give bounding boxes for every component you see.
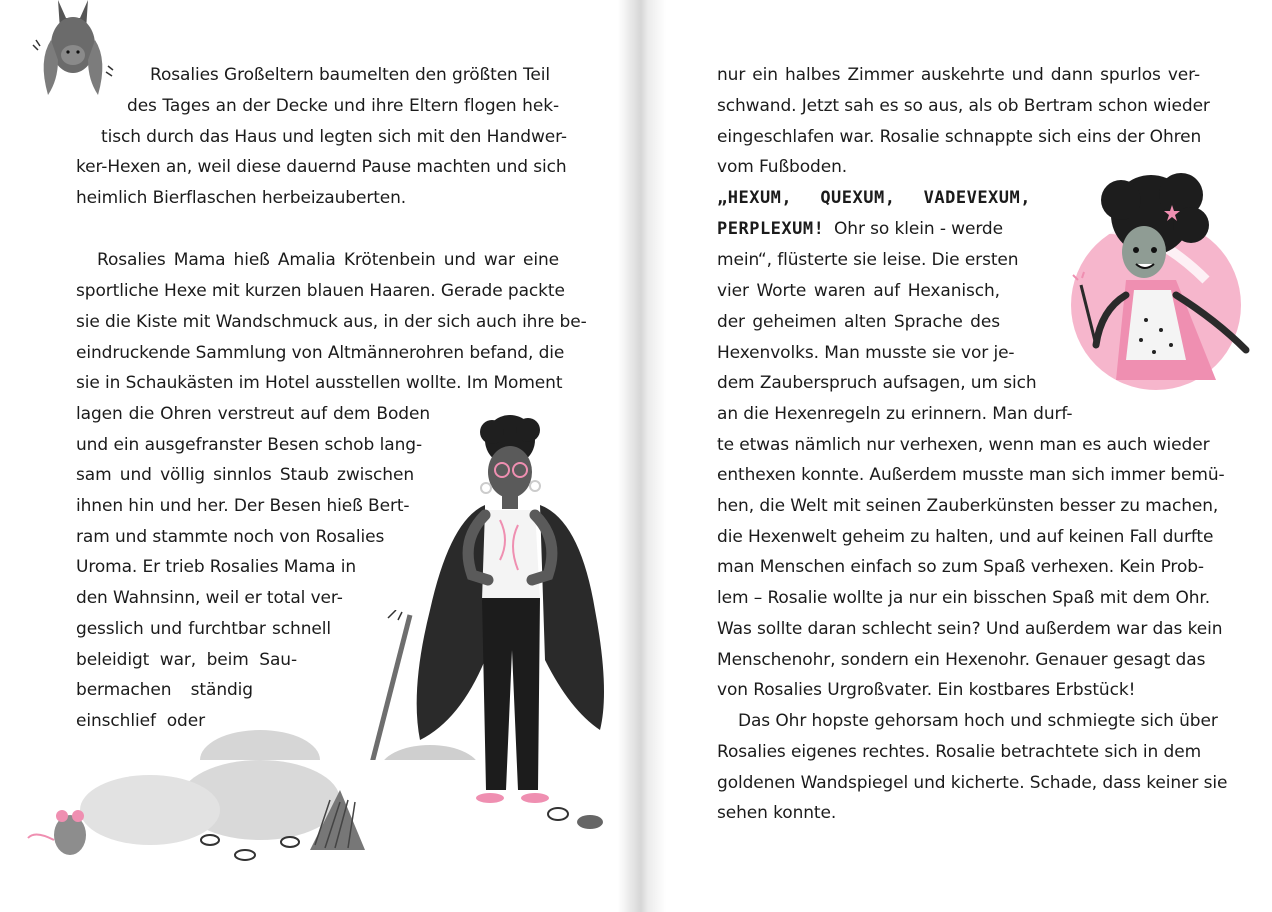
text-line: bermachen ständig xyxy=(76,680,253,700)
text-line: sportliche Hexe mit kurzen blauen Haaren. Gerade packte xyxy=(76,281,565,301)
text-line: und ein ausgefranster Besen schob lang- xyxy=(76,435,422,455)
text-line: lem – Rosalie wollte ja nur ein bisschen Spaß mit dem Ohr. xyxy=(717,588,1211,608)
text-line: dem Zauberspruch aufsagen, um sich xyxy=(717,373,1037,393)
text-line: sie die Kiste mit Wandschmuck aus, in der sich auch ihre be- xyxy=(76,312,587,332)
text-line: Rosalies Großeltern baumelten den größten Teil xyxy=(150,65,551,85)
spell-line: „HEXUM, QUEXUM, VADEVEXUM, xyxy=(717,188,1031,208)
text-line: Rosalies Mama hieß Amalia Krötenbein und war eine xyxy=(97,250,559,270)
rosalie-illustration xyxy=(1026,160,1266,400)
text-line: lagen die Ohren verstreut auf dem Boden xyxy=(76,404,430,424)
text-line: vier Worte waren auf Hexanisch, xyxy=(717,281,1000,301)
text-line: goldenen Wandspiegel und kicherte. Schade, dass keiner sie xyxy=(717,773,1228,793)
text-line: vom Fußboden. xyxy=(717,157,848,177)
text-line: ram und stammte noch von Rosalies xyxy=(76,527,385,547)
text-line: ihnen hin und her. Der Besen hieß Bert- xyxy=(76,496,410,516)
text-line: enthexen konnte. Außerdem musste man sich immer bemü- xyxy=(717,465,1225,485)
text-line: an die Hexenregeln zu erinnern. Man durf- xyxy=(717,404,1073,424)
text-line: tisch durch das Haus und legten sich mit den Handwer- xyxy=(101,127,567,147)
text-line: Das Ohr hopste gehorsam hoch und schmiegte sich über xyxy=(738,711,1218,731)
broom-head-illustration xyxy=(10,730,410,880)
text-line: eindruckende Sammlung von Altmännerohren befand, die xyxy=(76,343,565,363)
text-line: eingeschlafen war. Rosalie schnappte sich eins der Ohren xyxy=(717,127,1202,147)
text-line: den Wahnsinn, weil er total ver- xyxy=(76,588,343,608)
text-line: te etwas nämlich nur verhexen, wenn man es auch wieder xyxy=(717,435,1210,455)
text-line: Uroma. Er trieb Rosalies Mama in xyxy=(76,557,357,577)
spell-line: PERPLEXUM! xyxy=(717,219,825,239)
right-page xyxy=(636,0,1272,912)
text-line: der geheimen alten Sprache des xyxy=(717,312,1000,332)
text-line: heimlich Bierflaschen herbeizauberten. xyxy=(76,188,407,208)
text-line: einschlief oder xyxy=(76,711,205,731)
text-line: man Menschen einfach so zum Spaß verhexen. Kein Prob- xyxy=(717,557,1204,577)
text-line: von Rosalies Urgroßvater. Ein kostbares Erbstück! xyxy=(717,680,1136,700)
text-line: Hexenvolks. Man musste sie vor je- xyxy=(717,343,1015,363)
text-line: die Hexenwelt geheim zu halten, und auf keinen Fall durfte xyxy=(717,527,1214,547)
text-line: des Tages an der Decke und ihre Eltern flogen hek- xyxy=(127,96,559,116)
text-line: sam und völlig sinnlos Staub zwischen xyxy=(76,465,414,485)
text-line: Was sollte daran schlecht sein? Und außerdem war das kein xyxy=(717,619,1223,639)
text-line: schwand. Jetzt sah es so aus, als ob Bertram schon wieder xyxy=(717,96,1210,116)
text-line: Rosalies eigenes rechtes. Rosalie betrachtete sich in dem xyxy=(717,742,1202,762)
text-line: gesslich und furchtbar schnell xyxy=(76,619,331,639)
text-line: beleidigt war, beim Sau- xyxy=(76,650,297,670)
bat-illustration xyxy=(28,0,118,110)
text-line: sie in Schaukästen im Hotel ausstellen wollte. Im Moment xyxy=(76,373,563,393)
text-line: mein“, flüsterte sie leise. Die ersten xyxy=(717,250,1019,270)
text-line: nur ein halbes Zimmer auskehrte und dann spurlos ver- xyxy=(717,65,1200,85)
text-line: Ohr so klein - werde xyxy=(834,219,1003,239)
text-line: sehen konnte. xyxy=(717,803,837,823)
text-line: ker-Hexen an, weil diese dauernd Pause machten und sich xyxy=(76,157,567,177)
text-line: Menschenohr, sondern ein Hexenohr. Genauer gesagt das xyxy=(717,650,1206,670)
text-line: hen, die Welt mit seinen Zauberkünsten besser zu machen, xyxy=(717,496,1219,516)
